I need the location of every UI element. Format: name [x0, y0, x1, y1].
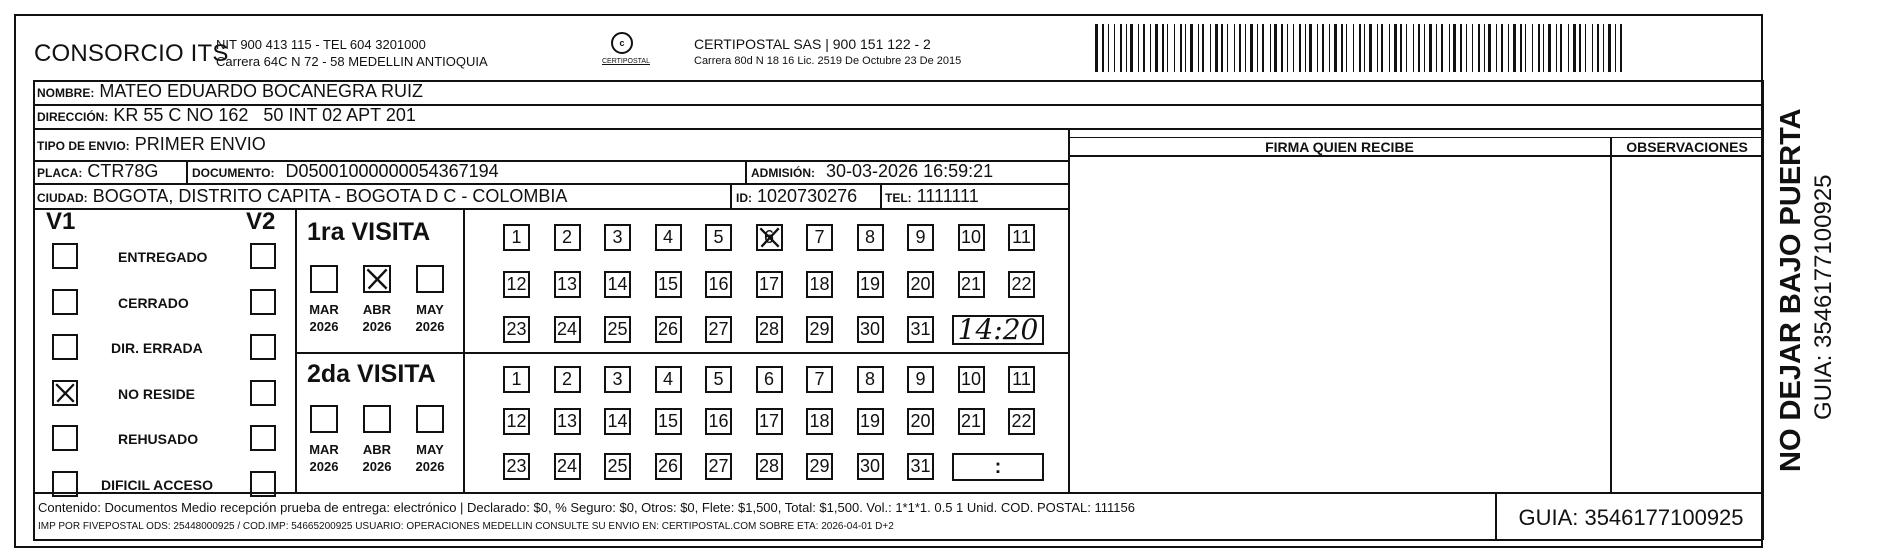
visit1-day[interactable] [1008, 224, 1035, 251]
day-number: 19 [859, 274, 881, 294]
day-number: 15 [657, 411, 679, 431]
visit2-day[interactable] [958, 366, 985, 393]
row-divider [33, 539, 1763, 541]
visit1-day[interactable] [705, 224, 732, 251]
col-divider [33, 80, 35, 540]
day-number: 8 [864, 369, 875, 389]
visit2-day[interactable] [806, 366, 833, 393]
visit2-day[interactable] [806, 408, 833, 435]
visit1-day[interactable] [554, 271, 581, 298]
address-label: DIRECCIÓN: [37, 110, 109, 124]
visit1-time: 14:20 [957, 313, 1039, 346]
visit2-day[interactable] [554, 366, 581, 393]
status-label: ENTREGADO [118, 249, 208, 265]
visit2-day[interactable] [604, 408, 631, 435]
visit1-day[interactable] [655, 271, 682, 298]
id-field [736, 186, 857, 207]
day-number: 26 [657, 319, 679, 339]
visit2-time-box[interactable] [952, 453, 1044, 481]
day-number: 24 [556, 319, 578, 339]
day-number: 24 [556, 456, 578, 476]
visit1-day[interactable] [554, 316, 581, 343]
day-number: 5 [713, 227, 724, 247]
month-label: MAY 2026 [415, 302, 445, 334]
month-checkbox-may[interactable] [416, 265, 444, 293]
carrier-info [694, 36, 961, 70]
day-number: 30 [859, 456, 881, 476]
visit2-day[interactable] [705, 408, 732, 435]
company-info [216, 36, 488, 70]
visit2-day[interactable] [958, 408, 985, 435]
day-number: 6 [763, 369, 774, 389]
col-divider [1495, 492, 1497, 539]
tel-label: TEL: [885, 191, 912, 205]
day-number: 31 [910, 456, 931, 476]
col-divider [1610, 137, 1612, 492]
day-number: 19 [859, 411, 881, 431]
day-number: 20 [910, 274, 931, 294]
month-checkbox-abr[interactable] [363, 265, 391, 293]
month-checkbox-mar[interactable] [310, 405, 338, 433]
v2-checkbox[interactable] [250, 243, 276, 269]
visit2-day[interactable] [554, 453, 581, 480]
day-number: 3 [612, 369, 623, 389]
row-divider [1069, 155, 1763, 157]
day-number: 8 [864, 227, 875, 247]
company-name: CONSORCIO ITS [34, 40, 229, 67]
carrier-name: CERTIPOSTAL SAS | 900 151 122 - 2 [694, 36, 931, 52]
day-number: 22 [1011, 411, 1032, 431]
day-number: 14 [607, 274, 628, 294]
day-number: 28 [758, 456, 780, 476]
visit1-time-box[interactable] [952, 315, 1044, 345]
document-label: DOCUMENTO: [192, 166, 275, 180]
visit1-day[interactable] [604, 224, 631, 251]
visit1-day[interactable] [503, 316, 530, 343]
visit1-day[interactable] [604, 271, 631, 298]
v2-checkbox[interactable] [250, 334, 276, 360]
v2-heading: V2 [246, 208, 276, 235]
status-label: DIFICIL ACCESO [101, 476, 214, 493]
visit2-day[interactable] [907, 408, 934, 435]
recipient-address: KR 55 C NO 162 50 INT 02 APT 201 [113, 105, 416, 125]
visit2-day[interactable] [756, 408, 783, 435]
col-divider [745, 160, 747, 183]
day-number: 28 [758, 319, 780, 339]
barcode [1095, 24, 1625, 72]
month-checkbox-abr[interactable] [363, 405, 391, 433]
col-divider [1762, 80, 1764, 540]
visit1-day[interactable] [806, 224, 833, 251]
day-number: 30 [859, 319, 881, 339]
visit2-day[interactable] [503, 408, 530, 435]
visit1-title: 1ra VISITA [307, 218, 431, 246]
v1-heading: V1 [46, 208, 76, 235]
visit2-day[interactable] [655, 408, 682, 435]
row-divider [33, 183, 1069, 185]
city-field [37, 186, 567, 207]
day-number: 13 [556, 411, 578, 431]
day-number: 5 [713, 369, 724, 389]
day-number: 17 [758, 274, 780, 294]
day-number: 7 [814, 227, 825, 247]
visit1-day[interactable] [958, 271, 985, 298]
admission-field [751, 161, 993, 182]
logo-icon: c [611, 32, 633, 54]
address-row [37, 105, 416, 126]
shipping-type: PRIMER ENVIO [134, 134, 266, 154]
month-label: MAR 2026 [309, 442, 339, 474]
visit1-day[interactable] [604, 316, 631, 343]
city-label: CIUDAD: [37, 191, 88, 205]
v1-checkbox[interactable] [52, 334, 78, 360]
visit1-day[interactable] [655, 224, 682, 251]
company-address: Carrera 64C N 72 - 58 MEDELLIN ANTIOQUIA [216, 54, 488, 69]
logo-word: CERTIPOSTAL [602, 58, 650, 65]
footer-contents: Contenido: Documentos Medio recepción prueba de entrega: electrónico | Declarado: $0, % Seguro: $0, Otros: $0, Flete: $1,500, Total: $1,500. Vol.: 1*1*1. 0.5 1 Unid. COD. POSTAL: 111156 [38, 500, 1135, 515]
month-label: MAR 2026 [309, 302, 339, 334]
name-label: NOMBRE: [37, 86, 95, 100]
col-divider [295, 208, 297, 492]
row-divider [33, 208, 1069, 210]
day-number: 21 [960, 274, 982, 294]
visit1-day[interactable] [907, 224, 934, 251]
v1-checkbox[interactable] [52, 380, 78, 406]
row-divider [33, 492, 1763, 494]
side-warning: NO DEJAR BAJO PUERTA [1775, 108, 1807, 472]
plate: CTR78G [87, 161, 159, 181]
visit2-day[interactable] [857, 366, 884, 393]
day-number: 13 [556, 274, 578, 294]
day-number: 2 [561, 227, 572, 247]
day-number: 17 [758, 411, 780, 431]
visit1-day[interactable] [806, 271, 833, 298]
visit2-day[interactable] [503, 453, 530, 480]
visit2-day[interactable] [604, 366, 631, 393]
day-number: 11 [1012, 369, 1031, 389]
day-number: 20 [910, 411, 931, 431]
day-number: 3 [612, 227, 623, 247]
visit1-day[interactable] [503, 224, 530, 251]
day-number: 7 [814, 369, 825, 389]
v1-checkbox[interactable] [52, 289, 78, 315]
plate-label: PLACA: [37, 166, 83, 180]
v2-checkbox[interactable] [250, 380, 276, 406]
admission-label: ADMISIÓN: [751, 166, 815, 180]
day-number: 4 [662, 369, 673, 389]
visit1-day[interactable] [756, 316, 783, 343]
visit2-day[interactable] [1008, 366, 1035, 393]
v2-checkbox[interactable] [250, 289, 276, 315]
v1-checkbox[interactable] [52, 425, 78, 451]
visit1-day[interactable] [1008, 271, 1035, 298]
day-number: 23 [506, 456, 527, 476]
day-number: 12 [506, 274, 527, 294]
footer-imp: IMP POR FIVEPOSTAL ODS: 25448000925 / COD.IMP: 54665200925 USUARIO: OPERACIONES MEDELLIN CONSULTE SU ENVIO EN: CERTIPOSTAL.COM SOBRE ETA: 2026-04-01 D+2 [38, 521, 894, 532]
day-number: 25 [607, 319, 628, 339]
visit1-day[interactable] [857, 271, 884, 298]
visit1-day[interactable] [756, 224, 783, 251]
row-divider [33, 128, 1763, 130]
plate-field [37, 161, 158, 182]
visit2-day[interactable] [655, 453, 682, 480]
visit1-day[interactable] [503, 271, 530, 298]
day-number: 29 [809, 456, 830, 476]
status-label: REHUSADO [118, 431, 199, 447]
certipostal-logo [602, 32, 650, 76]
visit2-day[interactable] [857, 408, 884, 435]
visit2-day[interactable] [705, 366, 732, 393]
day-number: 9 [915, 227, 926, 247]
observations-heading: OBSERVACIONES [1626, 139, 1748, 155]
day-number: 26 [657, 456, 679, 476]
visit2-day[interactable] [705, 453, 732, 480]
visit1-day[interactable] [554, 224, 581, 251]
visit2-day[interactable] [907, 366, 934, 393]
visit1-day[interactable] [655, 316, 682, 343]
carrier-address: Carrera 80d N 18 16 Lic. 2519 De Octubre 23 De 2015 [694, 55, 962, 67]
visit2-title: 2da VISITA [307, 360, 436, 388]
shipping-type-label: TIPO DE ENVIO: [37, 139, 130, 153]
day-number: 12 [506, 411, 527, 431]
day-number: 15 [657, 274, 679, 294]
visit1-day[interactable] [756, 271, 783, 298]
day-number: 16 [708, 411, 729, 431]
month-label: ABR 2026 [362, 442, 392, 474]
day-number: 6 [763, 227, 774, 247]
document: D05001000000054367194 [285, 161, 499, 181]
visit1-day[interactable] [907, 271, 934, 298]
day-number: 25 [607, 456, 628, 476]
visit1-day[interactable] [958, 224, 985, 251]
side-guia: GUIA: 3546177100925 [1810, 174, 1837, 420]
observations-area[interactable] [1614, 160, 1758, 488]
day-number: 23 [506, 319, 527, 339]
footer-guia: GUIA: 3546177100925 [1518, 505, 1744, 530]
day-number: 29 [809, 319, 830, 339]
visit1-day[interactable] [907, 316, 934, 343]
day-number: 21 [960, 411, 982, 431]
col-divider [1068, 128, 1070, 492]
month-checkbox-may[interactable] [416, 405, 444, 433]
visit2-day[interactable] [554, 408, 581, 435]
visit1-day[interactable] [705, 316, 732, 343]
visit2-day[interactable] [756, 453, 783, 480]
day-number: 14 [607, 411, 628, 431]
visit1-day[interactable] [857, 224, 884, 251]
status-label: NO RESIDE [118, 385, 196, 402]
signature-area[interactable] [1072, 160, 1606, 488]
day-number: 27 [708, 456, 729, 476]
visit2-day[interactable] [503, 366, 530, 393]
name-row [37, 81, 423, 102]
col-divider [186, 160, 188, 183]
day-number: 22 [1011, 274, 1032, 294]
visit2-day[interactable] [1008, 408, 1035, 435]
col-divider [463, 208, 465, 492]
day-number: 16 [708, 274, 729, 294]
visit1-day[interactable] [806, 316, 833, 343]
company-nit: NIT 900 413 115 - TEL 604 3201000 [216, 37, 426, 52]
visit1-day[interactable] [705, 271, 732, 298]
month-checkbox-mar[interactable] [310, 265, 338, 293]
v2-checkbox[interactable] [250, 471, 276, 497]
visit2-day[interactable] [655, 366, 682, 393]
visit2-day[interactable] [604, 453, 631, 480]
status-label: DIR. ERRADA [111, 340, 203, 356]
visit2-day[interactable] [857, 453, 884, 480]
row-divider [295, 352, 1068, 354]
visit2-day[interactable] [806, 453, 833, 480]
signature-heading: FIRMA QUIEN RECIBE [1265, 139, 1414, 155]
day-number: 27 [708, 319, 729, 339]
tel-field [885, 186, 979, 207]
id-label: ID: [736, 191, 752, 205]
day-number: 10 [960, 369, 982, 389]
col-divider [730, 183, 732, 208]
visit2-time: : [994, 456, 1002, 478]
day-number: 11 [1012, 227, 1031, 247]
status-label: CERRADO [118, 294, 189, 311]
id-number: 1020730276 [757, 186, 858, 206]
v1-checkbox[interactable] [52, 243, 78, 269]
day-number: 9 [915, 369, 926, 389]
visit2-day[interactable] [756, 366, 783, 393]
document-field [192, 161, 499, 182]
day-number: 18 [809, 274, 830, 294]
day-number: 1 [511, 227, 522, 247]
day-number: 18 [809, 411, 830, 431]
v2-checkbox[interactable] [250, 425, 276, 451]
tel: 1111111 [916, 186, 979, 206]
city: BOGOTA, DISTRITO CAPITA - BOGOTA D C - COLOMBIA [92, 186, 568, 206]
shipping-type-row [37, 134, 266, 155]
recipient-name: MATEO EDUARDO BOCANEGRA RUIZ [99, 81, 424, 101]
month-label: ABR 2026 [362, 302, 392, 334]
day-number: 4 [662, 227, 673, 247]
v1-checkbox[interactable] [52, 471, 78, 497]
visit1-day[interactable] [857, 316, 884, 343]
visit2-day[interactable] [907, 453, 934, 480]
day-number: 1 [511, 369, 522, 389]
day-number: 31 [910, 319, 931, 339]
col-divider [880, 183, 882, 208]
day-number: 10 [960, 227, 982, 247]
day-number: 2 [561, 369, 572, 389]
admission: 30-03-2026 16:59:21 [826, 161, 994, 181]
month-label: MAY 2026 [415, 442, 445, 474]
row-divider [1069, 137, 1763, 138]
